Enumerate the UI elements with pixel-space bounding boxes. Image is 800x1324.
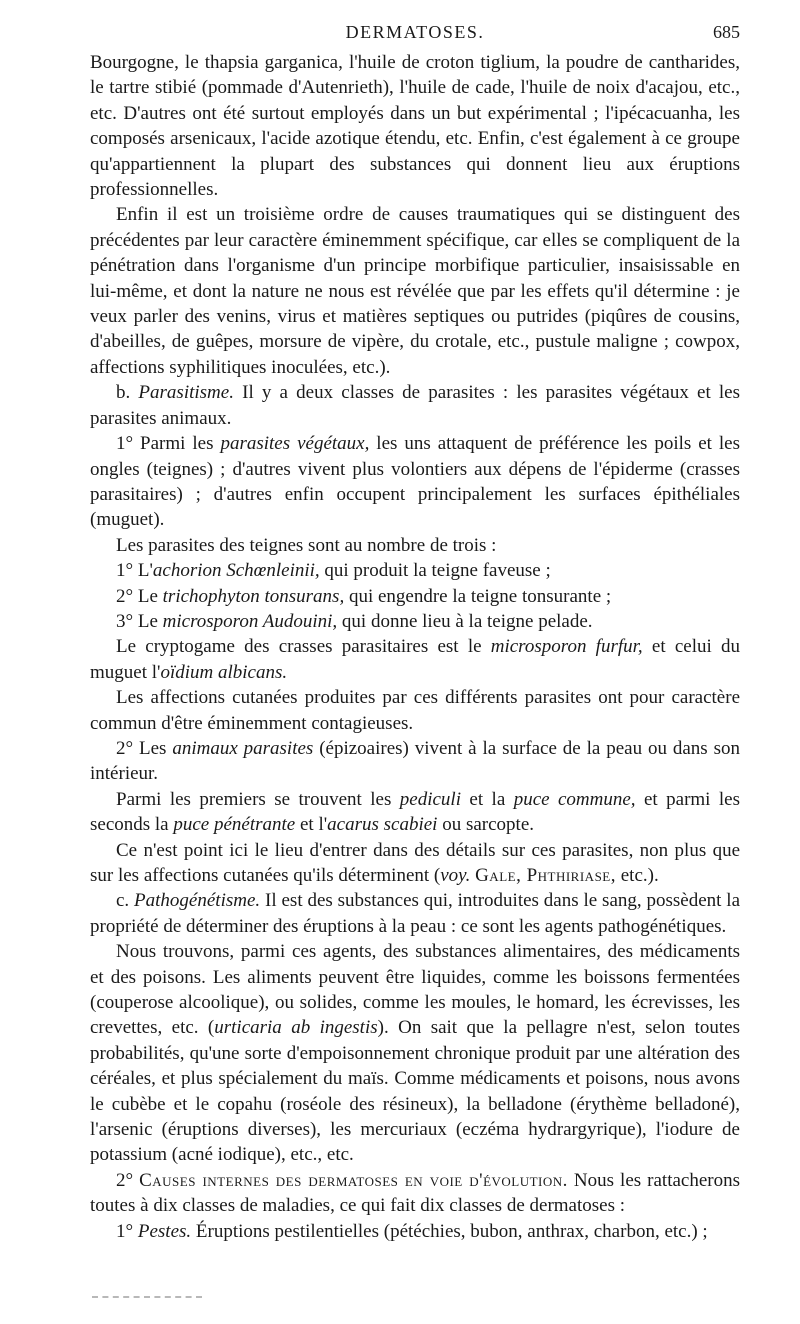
italic-run: achorion Schœnleinii, bbox=[152, 560, 320, 582]
paragraph-pathogenetisme bbox=[90, 888, 740, 939]
italic-run: animaux parasites bbox=[172, 737, 314, 759]
text-run: Il y a deux classes de parasites : les parasites végétaux et les parasites animaux. bbox=[90, 382, 741, 429]
small-caps-run: Gale, Phthiriase, bbox=[475, 865, 616, 886]
text-run: ou sarcopte. bbox=[437, 814, 535, 836]
text-run: Enfin il est un troisième ordre de causes traumatiques qui se distinguent des précédentes par leur caractère éminemment spécifique, car elles se compliquent de la pénétration dans l'organisme d'un principe morbifique particulier, insaisissable en lui-même, et dont la nature ne nous est révélée que par les effets qu'il détermine : je veux parler des venins, virus et matières septiques ou putrides (piqûres de cousins, d'abeilles, de guêpes, morsure de vipère, du crotale, etc., pustule maligne ; cowpox, affections syphilitiques inoculées, etc.). bbox=[90, 204, 740, 378]
text-run: 3° Le bbox=[116, 610, 163, 632]
italic-run: Pestes. bbox=[137, 1220, 192, 1242]
text-run: Bourgogne, le thapsia garganica, l'huile de croton tiglium, la poudre de cantharides, le tartre stibié (pommade d'Autenrieth), l'huile de cade, l'huile de noix d'acajou, etc., etc. D'autres ont été surtout employés dans un but expérimental ; l'ipécacuanha, les composés arsenicaux, l'acide azotique étendu, etc. Enfin, c'est également à ce groupe qu'appartiennent la plupart des substances qui donnent lieu aux éruptions professionnelles. bbox=[90, 52, 740, 201]
italic-run: acarus scabiei bbox=[327, 814, 438, 836]
text-run: c. bbox=[116, 890, 135, 912]
paragraph-pestes bbox=[90, 1219, 740, 1244]
paragraph-cryptogame bbox=[90, 634, 740, 685]
text-run: Ce n'est point ici le lieu d'entrer dans des détails sur ces parasites, non plus que sur les affections cutanées qu'ils déterminent ( bbox=[90, 839, 740, 886]
italic-run: puce commune, bbox=[513, 788, 636, 810]
text-run: Éruptions pestilentielles (pétéchies, bubon, anthrax, charbon, etc.) ; bbox=[191, 1220, 708, 1242]
paragraph-agents bbox=[90, 939, 740, 1168]
paragraph-details bbox=[90, 838, 740, 889]
text-run: 1° bbox=[116, 1220, 138, 1242]
italic-run: parasites végétaux, bbox=[220, 433, 370, 455]
body-text bbox=[90, 50, 740, 1244]
paragraph-irritants bbox=[90, 50, 740, 202]
text-run: Le cryptogame des crasses parasitaires est le bbox=[116, 636, 491, 658]
text-run: 1° Parmi les bbox=[116, 433, 221, 455]
paragraph-pediculi bbox=[90, 787, 740, 838]
list-item-achorion bbox=[90, 558, 740, 583]
text-run: Les affections cutanées produites par ces différents parasites ont pour caractère commun d'être éminemment contagieuses. bbox=[90, 687, 740, 734]
paragraph-parasites-vegetaux bbox=[90, 431, 740, 533]
text-run: ). On sait que la pellagre n'est, selon toutes probabilités, qu'une sorte d'empoisonnement chronique produit par une altération des céréales, et plus spécialement du maïs. Comme médicaments et poisons, nous avons le cubèbe et le copahu (roséole des résineux), la belladone (érythème belladoné), l'arsenic (éruptions diverses), les mercuriaux (eczéma hydrargyrique), l'iodure de potassium (acné iodique), etc., etc. bbox=[90, 1017, 740, 1166]
text-run: Parmi les premiers se trouvent les bbox=[116, 788, 400, 810]
italic-run: oïdium albicans. bbox=[160, 661, 288, 683]
text-run: Il est des substances qui, introduites dans le sang, possèdent la propriété de déterminer des éruptions à la peau : ce sont les agents pathogénétiques. bbox=[90, 890, 740, 937]
paragraph-causes-internes bbox=[90, 1168, 740, 1219]
paragraph-contagious bbox=[90, 685, 740, 736]
text-run: Nous les rattacherons toutes à dix classes de maladies, ce qui fait dix classes de dermatoses : bbox=[90, 1169, 740, 1217]
text-run: et celui du muguet l' bbox=[90, 636, 740, 683]
italic-run: Pathogénétisme. bbox=[134, 890, 261, 912]
text-run: 1° L' bbox=[116, 560, 153, 582]
list-item-microsporon bbox=[90, 609, 740, 634]
page-number: 685 bbox=[713, 22, 740, 42]
text-run: qui produit la teigne faveuse ; bbox=[319, 560, 551, 582]
text-run: et parmi les seconds la bbox=[90, 788, 740, 836]
text-run: et la bbox=[460, 788, 514, 810]
page-header bbox=[90, 20, 740, 46]
list-item-trichophyton bbox=[90, 584, 740, 609]
text-run: b. bbox=[116, 382, 139, 404]
paragraph-animaux-parasites bbox=[90, 736, 740, 787]
text-run: (épizoaires) vivent à la surface de la peau ou dans son intérieur. bbox=[90, 737, 740, 785]
paragraph-teignes-intro bbox=[90, 533, 740, 558]
text-run: Les parasites des teignes sont au nombre de trois : bbox=[116, 534, 497, 556]
text-run: qui engendre la teigne tonsurante ; bbox=[344, 585, 612, 607]
italic-run: voy. bbox=[440, 865, 471, 886]
italic-run: microsporon Audouini, bbox=[162, 610, 338, 632]
text-run: 2° Les bbox=[116, 737, 173, 759]
running-title: DERMATOSES. bbox=[345, 22, 485, 42]
text-run: les uns attaquent de préférence les poils et les ongles (teignes) ; d'autres vivent plus volontiers aux dépens de l'épiderme (crasses parasitaires) ; d'autres enfin occupent principalement les surfaces épithéliales (muguet). bbox=[90, 433, 741, 531]
paragraph-parasitisme bbox=[90, 380, 740, 431]
paragraph-traumatic-causes bbox=[90, 202, 740, 380]
text-run: 2° bbox=[116, 1169, 140, 1191]
scan-artifact-marks bbox=[92, 1296, 202, 1300]
small-caps-run: Causes internes des dermatoses en voie d'évolution. bbox=[139, 1169, 568, 1191]
italic-run: trichophyton tonsurans, bbox=[162, 585, 345, 607]
italic-run: pediculi bbox=[399, 788, 461, 810]
text-run: Nous trouvons, parmi ces agents, des substances alimentaires, des médicaments et des poisons. Les aliments peuvent être liquides, comme les boissons fermentées (couperose alcoolique), ou solides, comme les moules, le homard, les écrevisses, les crevettes, etc. ( bbox=[90, 941, 740, 1039]
italic-run: Parasitisme. bbox=[138, 382, 234, 404]
italic-run: microsporon furfur, bbox=[490, 636, 643, 658]
italic-run: urticaria ab ingestis bbox=[214, 1017, 378, 1039]
text-run: etc.). bbox=[616, 865, 659, 886]
text-run: et l' bbox=[295, 814, 328, 836]
italic-run: puce pénétrante bbox=[173, 814, 296, 836]
text-run: 2° Le bbox=[116, 585, 163, 607]
text-run: qui donne lieu à la teigne pelade. bbox=[337, 610, 593, 632]
